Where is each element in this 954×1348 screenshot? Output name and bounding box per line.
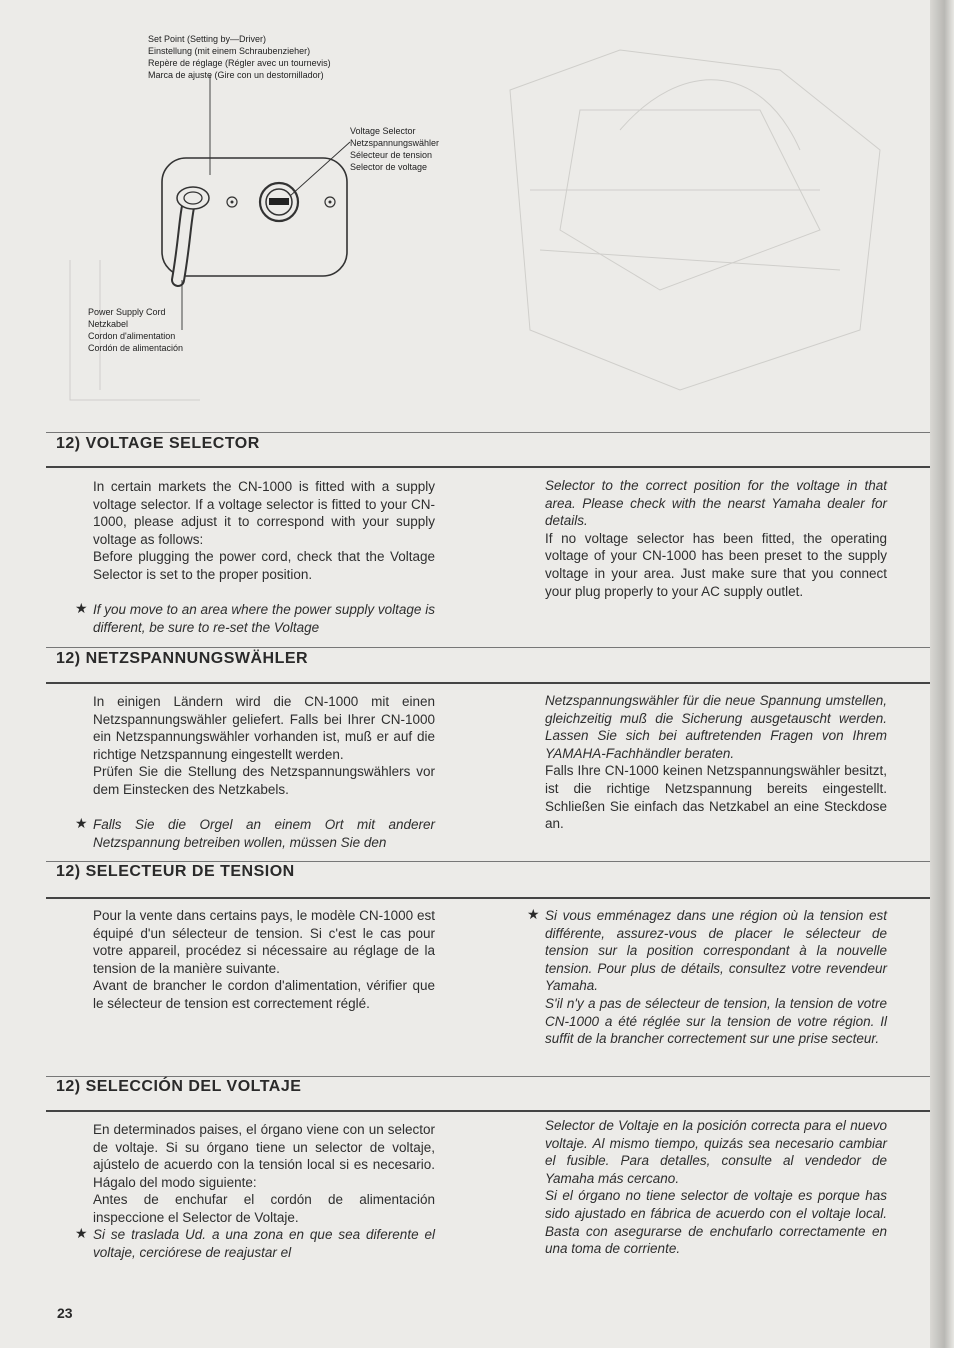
section-rule xyxy=(46,682,946,684)
paragraph: In certain markets the CN-1000 is fitted with a supply voltage selector. If a voltage selector is fitted to your CN-1000, please adjust it to correspond with your supply voltage as follows: xyxy=(93,479,435,547)
paragraph: S'il n'y a pas de sélecteur de tension, la tension de votre CN-1000 a été réglée sur la tension de votre région. Il suffit de la brancher correctement sur une prise secteur. xyxy=(545,995,887,1047)
german-left-column xyxy=(93,693,435,799)
english-note: If you move to an area where the power supply voltage is different, be sure to re-set the Voltage xyxy=(93,602,435,635)
paragraph: Antes de enchufar el cordón de alimentación inspeccione el Selector de Voltaje. xyxy=(93,1192,435,1225)
caption-line: Einstellung (mit einem Schraubenzieher) xyxy=(148,46,311,56)
paragraph: Selector de Voltaje en la posición correcta para el nuevo voltaje. Al mismo tiempo, quizás sea necesario cambiar el fusible. Para detalles, consulte al vendedor de Yamaha más cercano. xyxy=(545,1118,887,1186)
caption-line: Sélecteur de tension xyxy=(350,150,433,160)
star-bullet: ★ xyxy=(75,600,88,616)
voltage-selector-diagram xyxy=(60,30,930,430)
set-point-caption xyxy=(148,33,331,81)
section-rule xyxy=(46,1076,946,1077)
power-cord-caption xyxy=(88,306,183,354)
paragraph: Si vous emménagez dans une région où la tension est différente, assurez-vous de placer le sélecteur de tension sur la position correspondant à la nouvelle tension. Pour plus de détails, consultez votre revendeur Yamaha. xyxy=(545,908,887,994)
english-right-column xyxy=(545,477,887,600)
paragraph: Falls Ihre CN-1000 keinen Netzspannungswähler besitzt, ist die richtige Netzspannung bereits eingestellt. Schließen Sie einfach das Netzkabel an eine Steckdose an. xyxy=(545,763,887,832)
section-rule xyxy=(46,1110,946,1112)
spanish-right-column xyxy=(545,1117,887,1258)
caption-line: Netzkabel xyxy=(88,319,129,329)
caption-line: Set Point (Setting by—Driver) xyxy=(148,34,267,44)
paragraph: Pour la vente dans certains pays, le modèle CN-1000 est équipé d'un sélecteur de tension. Si c'est le cas pour votre appareil, procédez si nécessaire au réglage de la tension de la manière suivante. xyxy=(93,908,435,976)
caption-line: Netzspannungswähler xyxy=(350,138,440,148)
section-title-german: 12) NETZSPANNUNGSWÄHLER xyxy=(56,650,309,667)
french-left-column xyxy=(93,907,435,1013)
star-bullet: ★ xyxy=(75,815,88,831)
caption-line: Repère de réglage (Régler avec un tournevis) xyxy=(148,58,331,68)
section-title-english: 12) VOLTAGE SELECTOR xyxy=(56,435,260,452)
star-bullet: ★ xyxy=(75,1225,88,1241)
caption-line: Voltage Selector xyxy=(350,126,416,136)
section-rule xyxy=(46,897,946,899)
voltage-selector-caption xyxy=(350,125,439,173)
spanish-left-column xyxy=(93,1121,435,1227)
paragraph: Prüfen Sie die Stellung des Netzspannungswählers vor dem Einstecken des Netzkabels. xyxy=(93,764,435,797)
page-edge xyxy=(930,0,954,1348)
french-right-column xyxy=(545,907,887,1048)
section-title-french: 12) SELECTEUR DE TENSION xyxy=(56,863,295,880)
spanish-note: Si se traslada Ud. a una zona en que sea diferente el voltaje, cerciórese de reajustar el xyxy=(93,1227,435,1260)
caption-line: Power Supply Cord xyxy=(88,307,166,317)
section-rule xyxy=(46,466,946,468)
paragraph: Avant de brancher le cordon d'alimentation, vérifier que le sélecteur de tension est correctement réglé. xyxy=(93,978,435,1011)
german-right-column xyxy=(545,692,887,833)
section-rule xyxy=(46,647,946,648)
paragraph: Netzspannungswähler für die neue Spannung umstellen, gleichzeitig muß die Sicherung ausgetauscht werden. Lassen Sie sich bei auftretenden Fragen von Ihrem YAMAHA-Fachhändler beraten. xyxy=(545,693,887,761)
paragraph: If no voltage selector has been fitted, the operating voltage of your CN-1000 has been preset to the supply voltage in your area. Just make sure that you connect your plug properly to your AC supply outlet. xyxy=(545,530,887,599)
section-rule xyxy=(46,861,946,862)
paragraph: In einigen Ländern wird die CN-1000 mit einen Netzspannungswähler geliefert. Falls bei Ihrer CN-1000 ein Netzspannungswähler vorhanden ist, muß er auf die richtige Netzspannung eingestellt werden. xyxy=(93,694,435,762)
caption-line: Selector de voltage xyxy=(350,162,428,172)
caption-line: Cordon d'alimentation xyxy=(88,331,176,341)
star-bullet: ★ xyxy=(527,906,540,922)
caption-line: Cordón de alimentación xyxy=(88,343,184,353)
paragraph: Selector to the correct position for the voltage in that area. Please check with the nearst Yamaha dealer for details. xyxy=(545,478,887,529)
page-number: 23 xyxy=(57,1305,73,1321)
paragraph: Before plugging the power cord, check that the Voltage Selector is set to the proper position. xyxy=(93,549,435,582)
english-left-column xyxy=(93,478,435,584)
caption-line: Marca de ajuste (Gire con un destornillador) xyxy=(148,70,324,80)
paragraph: En determinados paises, el órgano viene con un selector de voltaje. Si su órgano tiene un selector de voltaje, ajústelo de acuerdo con la tensión local si es necesario. Hágalo del modo siguiente: xyxy=(93,1122,435,1190)
section-rule xyxy=(46,432,946,433)
paragraph: Si el órgano no tiene selector de voltaje es porque has sido ajustado en fábrica de acuerdo con el voltaje local. Basta con asegurarse de enchufarlo correctamente en una toma de corriente. xyxy=(545,1188,887,1257)
section-title-spanish: 12) SELECCIÓN DEL VOLTAJE xyxy=(56,1078,302,1095)
german-note: Falls Sie die Orgel an einem Ort mit anderer Netzspannung betreiben wollen, müssen Sie den xyxy=(93,817,435,850)
